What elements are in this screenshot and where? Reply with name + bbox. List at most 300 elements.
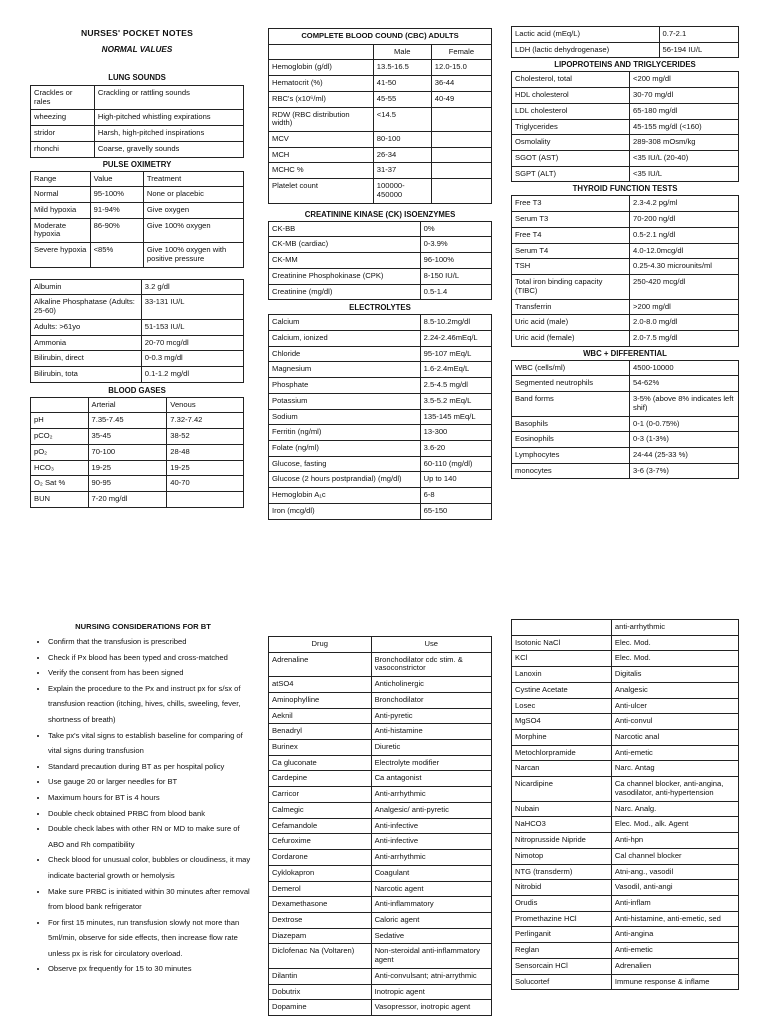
column-2-top <box>268 28 492 520</box>
row-label: Potassium <box>269 393 421 409</box>
row-label: Calcium <box>269 315 421 331</box>
table-row <box>269 330 492 346</box>
row-label: Cystine Acetate <box>512 682 612 698</box>
row-label: Isotonic NaCl <box>512 635 612 651</box>
table-row <box>269 362 492 378</box>
row-label: Carricor <box>269 787 372 803</box>
row-label: Free T4 <box>512 227 630 243</box>
table-row <box>31 86 244 110</box>
row-value: 38-52 <box>167 429 244 445</box>
row-value: Anti-pyretic <box>371 708 491 724</box>
row-label: Serum T3 <box>512 212 630 228</box>
row-label: Platelet count <box>269 179 374 203</box>
table-row <box>269 107 492 131</box>
table-row <box>31 126 244 142</box>
bt-list-item: • Explain the procedure to the Px and instruct px for s/sx of transfusion reaction (itching, hives, chills, sweeling, fever, shortness of breath) <box>48 681 256 728</box>
bt-list-item: • Make sure PRBC is initiated within 30 minutes after removal from blood bank refrigerator <box>48 884 256 915</box>
row-label: Glucose, fasting <box>269 456 421 472</box>
row-value: 8-150 IU/L <box>420 268 491 284</box>
row-value: Inotropic agent <box>371 984 491 1000</box>
row-value: None or placebic <box>143 187 243 203</box>
row-label: Orudis <box>512 895 612 911</box>
row-value <box>431 132 491 148</box>
row-value: Diuretic <box>371 740 491 756</box>
row-value: Elec. Mod., alk. Agent <box>611 817 738 833</box>
table-row <box>269 802 492 818</box>
row-label: rhonchi <box>31 141 95 157</box>
row-value: 7.35-7.45 <box>88 413 167 429</box>
row-value: Elec. Mod. <box>611 635 738 651</box>
row-value: Anti-arrhythmic <box>371 787 491 803</box>
drugs-table-2 <box>511 619 739 990</box>
row-label: Cyklokapron <box>269 865 372 881</box>
row-value: 80-100 <box>373 132 431 148</box>
table-row <box>512 119 739 135</box>
row-value: 3-5% (above 8% indicates left shif) <box>630 392 739 416</box>
row-label: Total iron binding capacity (TIBC) <box>512 275 630 299</box>
row-value: 0.5-2.1 ng/dl <box>630 227 739 243</box>
table-row <box>512 974 739 990</box>
table-row <box>512 714 739 730</box>
row-value: Narcotic agent <box>371 881 491 897</box>
column-3-top <box>511 26 739 479</box>
table-row <box>512 243 739 259</box>
row-label: wheezing <box>31 110 95 126</box>
row-value: 65-150 <box>420 503 491 519</box>
row-value: 24-44 (25-33 %) <box>630 447 739 463</box>
blood-gases-title: BLOOD GASES <box>108 385 166 395</box>
table-row <box>269 968 492 984</box>
row-label: Glucose (2 hours postprandial) (mg/dl) <box>269 472 421 488</box>
row-label: Aeknil <box>269 708 372 724</box>
lung-sounds-title: LUNG SOUNDS <box>108 73 166 82</box>
row-value: Give oxygen <box>143 203 243 219</box>
page-title: NURSES' POCKET NOTES <box>80 28 194 38</box>
row-value: High-pitched whistling expirations <box>94 110 243 126</box>
row-label: Cholesterol, total <box>512 72 630 88</box>
row-value: Harsh, high-pitched inspirations <box>94 126 243 142</box>
table-row <box>269 147 492 163</box>
row-value: 0.1-1.2 mg/dl <box>141 366 243 382</box>
table-row <box>269 834 492 850</box>
table-row <box>31 491 244 507</box>
row-value: 95-100% <box>90 187 143 203</box>
column-header <box>269 44 374 60</box>
row-label: Hemoglobin A₁c <box>269 488 421 504</box>
row-value: 0-0.3 mg/dl <box>141 351 243 367</box>
row-value: 56-194 IU/L <box>659 42 738 58</box>
bt-list-item: • For first 15 minutes, run transfusion slowly not more than 5ml/min, observe for side effects, then increase flow rate unless px is risk for circulatory overload. <box>48 915 256 962</box>
row-value: 19-25 <box>167 460 244 476</box>
bt-list-item: • Double check labes with other RN or MD to make sure of ABO and Rh compatibility <box>48 821 256 852</box>
row-label: MgSO4 <box>512 714 612 730</box>
row-value: Anti-convulsant; atni-arrythmic <box>371 968 491 984</box>
row-label: Cordarone <box>269 850 372 866</box>
row-label: CK-MM <box>269 253 421 269</box>
row-value: Sedative <box>371 928 491 944</box>
table-row <box>512 895 739 911</box>
row-value: 19-25 <box>88 460 167 476</box>
table-row <box>512 315 739 331</box>
table-row <box>269 677 492 693</box>
row-value: 65-180 mg/dl <box>630 103 739 119</box>
row-label: NTG (transderm) <box>512 864 612 880</box>
row-label: Aminophylline <box>269 692 372 708</box>
table-row <box>269 91 492 107</box>
table-row <box>512 212 739 228</box>
table-row <box>269 724 492 740</box>
table-row <box>31 279 244 295</box>
row-label: Mild hypoxia <box>31 203 91 219</box>
table-row <box>269 60 492 76</box>
row-value: Cal channel blocker <box>611 848 738 864</box>
table-row <box>512 166 739 182</box>
blood-gases-table <box>30 397 244 508</box>
row-value: Give 100% oxygen with positive pressure <box>143 243 243 267</box>
table-row <box>512 667 739 683</box>
table-row <box>512 360 739 376</box>
row-value: Coagulant <box>371 865 491 881</box>
row-value: Crackling or rattling sounds <box>94 86 243 110</box>
row-value: Up to 140 <box>420 472 491 488</box>
table-row <box>512 848 739 864</box>
row-value: Bronchodilator <box>371 692 491 708</box>
row-label: Cefuroxime <box>269 834 372 850</box>
row-value: 0.5-1.4 <box>420 284 491 300</box>
row-value: 0.25-4.30 microunits/ml <box>630 259 739 275</box>
row-value: Anti-emetic <box>611 745 738 761</box>
row-value: 13-300 <box>420 425 491 441</box>
table-row <box>512 801 739 817</box>
row-label: Dexamethasone <box>269 897 372 913</box>
row-label: Sodium <box>269 409 421 425</box>
row-value: <85% <box>90 243 143 267</box>
row-label: Segmented neutrophils <box>512 376 630 392</box>
table-header-row <box>269 44 492 60</box>
table-row <box>512 330 739 346</box>
table-row <box>512 911 739 927</box>
table-row <box>269 708 492 724</box>
row-label: MCV <box>269 132 374 148</box>
row-value: 2.3-4.2 pg/ml <box>630 196 739 212</box>
row-label: MCH <box>269 147 374 163</box>
table-row <box>269 787 492 803</box>
table-header-row <box>31 171 244 187</box>
row-value <box>431 107 491 131</box>
row-value: 6-8 <box>420 488 491 504</box>
bt-list-item: • Standard precaution during BT as per hospital policy <box>48 759 256 775</box>
row-value: 0-1 (0-0.75%) <box>630 416 739 432</box>
row-label: atSO4 <box>269 677 372 693</box>
row-label: HDL cholesterol <box>512 88 630 104</box>
ck-title: CREATININE KINASE (CK) ISOENZYMES <box>304 209 456 219</box>
pulse-oximetry-table <box>30 171 244 268</box>
bt-title: NURSING CONSIDERATIONS FOR BT <box>75 622 211 631</box>
row-value: Anti-angina <box>611 927 738 943</box>
row-value: 4500-10000 <box>630 360 739 376</box>
table-row <box>512 833 739 849</box>
column-header: Venous <box>167 397 244 413</box>
row-value: Anti-infective <box>371 834 491 850</box>
table-row <box>512 432 739 448</box>
row-value: Narcotic anal <box>611 730 738 746</box>
column-header: Arterial <box>88 397 167 413</box>
row-value: 100000-450000 <box>373 179 431 203</box>
table-row <box>269 652 492 676</box>
row-label: Dobutrix <box>269 984 372 1000</box>
row-label: Lactic acid (mEq/L) <box>512 27 660 43</box>
table-row <box>269 755 492 771</box>
table-row <box>269 268 492 284</box>
row-label: Burinex <box>269 740 372 756</box>
bt-list-item: • Use gauge 20 or larger needles for BT <box>48 774 256 790</box>
table-row <box>512 682 739 698</box>
table-row <box>512 299 739 315</box>
bt-section <box>30 622 256 977</box>
row-value: Elec. Mod. <box>611 651 738 667</box>
table-row <box>31 295 244 319</box>
row-value: 30-70 mg/dl <box>630 88 739 104</box>
row-value: 40-49 <box>431 91 491 107</box>
row-value: Give 100% oxygen <box>143 218 243 242</box>
row-label: LDH (lactic dehydrogenase) <box>512 42 660 58</box>
table-row <box>512 651 739 667</box>
row-value: 135-145 mEq/L <box>420 409 491 425</box>
electrolytes-title: ELECTROLYTES <box>349 303 411 313</box>
row-label: pH <box>31 413 89 429</box>
row-value: 33-131 IU/L <box>141 295 243 319</box>
row-value: 40-70 <box>167 476 244 492</box>
table-row <box>269 850 492 866</box>
table-row <box>512 880 739 896</box>
row-label: Nitroprusside Nipride <box>512 833 612 849</box>
lung-sounds-table <box>30 85 244 158</box>
row-label: TSH <box>512 259 630 275</box>
table-row <box>269 472 492 488</box>
row-label: Dilantin <box>269 968 372 984</box>
row-value: 2.0-8.0 mg/dl <box>630 315 739 331</box>
table-row <box>269 456 492 472</box>
row-label: HCO₃ <box>31 460 89 476</box>
table-row <box>269 425 492 441</box>
row-label: Dopamine <box>269 1000 372 1016</box>
row-value: Anti-hpn <box>611 833 738 849</box>
row-value: 12.0-15.0 <box>431 60 491 76</box>
table-row <box>269 865 492 881</box>
table-row <box>512 447 739 463</box>
row-value: Anticholinergic <box>371 677 491 693</box>
table-row <box>512 635 739 651</box>
row-value: anti-arrhythmic <box>611 620 738 636</box>
row-value: Anti-emetic <box>611 943 738 959</box>
row-label: Eosinophils <box>512 432 630 448</box>
row-value <box>431 147 491 163</box>
table-row <box>31 429 244 445</box>
row-label: Benadryl <box>269 724 372 740</box>
row-label: Albumin <box>31 279 142 295</box>
row-value: 13.5-16.5 <box>373 60 431 76</box>
row-label: Solucortef <box>512 974 612 990</box>
row-value: 35-45 <box>88 429 167 445</box>
row-value: Anti-inflam <box>611 895 738 911</box>
column-header: Use <box>371 637 491 653</box>
table-row <box>269 179 492 203</box>
column-header: Value <box>90 171 143 187</box>
column-1-top <box>30 28 244 508</box>
row-value: Anti-ulcer <box>611 698 738 714</box>
table-row <box>269 897 492 913</box>
row-value: 7-20 mg/dl <box>88 491 167 507</box>
drugs-table-2-wrap <box>511 619 739 990</box>
column-header: Male <box>373 44 431 60</box>
table-row <box>31 141 244 157</box>
row-label: Magnesium <box>269 362 421 378</box>
row-label: Phosphate <box>269 378 421 394</box>
row-value: 0.7-2.1 <box>659 27 738 43</box>
table-row <box>512 927 739 943</box>
row-label: Cardepine <box>269 771 372 787</box>
table-row <box>269 284 492 300</box>
table-row <box>512 943 739 959</box>
row-value: 86-90% <box>90 218 143 242</box>
bt-list-item: • Check blood for unusual color, bubbles or cloudiness, it may indicate bacterial growth or hemolysis <box>48 852 256 883</box>
table-row <box>512 227 739 243</box>
table-row <box>269 237 492 253</box>
table-row <box>512 777 739 801</box>
row-label: Triglycerides <box>512 119 630 135</box>
row-label: Nitrobid <box>512 880 612 896</box>
column-header: Drug <box>269 637 372 653</box>
table-row <box>512 416 739 432</box>
row-value: Digitalis <box>611 667 738 683</box>
table-row <box>269 1000 492 1016</box>
pulse-oximetry-title: PULSE OXIMETRY <box>102 159 172 169</box>
table-row <box>512 761 739 777</box>
row-value: 31-37 <box>373 163 431 179</box>
column-header: Treatment <box>143 171 243 187</box>
row-value: 96-100% <box>420 253 491 269</box>
row-value: Anti-arrhythmic <box>371 850 491 866</box>
row-value <box>431 179 491 203</box>
bt-list-item: • Observe px frequently for 15 to 30 minutes <box>48 961 256 977</box>
row-label: CK-MB (cardiac) <box>269 237 421 253</box>
row-value: 36-44 <box>431 76 491 92</box>
table-row <box>512 42 739 58</box>
row-value: 4.0-12.0mcg/dl <box>630 243 739 259</box>
table-row <box>31 218 244 242</box>
row-label: Losec <box>512 698 612 714</box>
table-row <box>269 984 492 1000</box>
row-value: 0-3 (1-3%) <box>630 432 739 448</box>
row-label: Nimotop <box>512 848 612 864</box>
table-title: COMPLETE BLOOD COUND (CBC) ADULTS <box>269 29 492 45</box>
table-row <box>31 203 244 219</box>
table-row <box>31 476 244 492</box>
row-value: Caloric agent <box>371 912 491 928</box>
table-row <box>31 335 244 351</box>
thyroid-title: THYROID FUNCTION TESTS <box>572 184 678 194</box>
lipids-title: LIPOPROTEINS AND TRIGLYCERIDES <box>554 60 696 70</box>
row-label: Serum T4 <box>512 243 630 259</box>
cbc-table <box>268 28 492 204</box>
table-row <box>512 72 739 88</box>
row-value: 45-155 mg/dl (<160) <box>630 119 739 135</box>
row-value: 95-107 mEq/L <box>420 346 491 362</box>
table-row <box>269 818 492 834</box>
liver-values-table <box>30 279 244 383</box>
row-label: Uric acid (female) <box>512 330 630 346</box>
table-row <box>512 196 739 212</box>
row-label: SGPT (ALT) <box>512 166 630 182</box>
row-label: RDW (RBC distribution width) <box>269 107 374 131</box>
row-label: Promethazine HCl <box>512 911 612 927</box>
table-row <box>512 745 739 761</box>
row-label: Hemoglobin (g/dl) <box>269 60 374 76</box>
row-value: 54-62% <box>630 376 739 392</box>
row-label: Dextrose <box>269 912 372 928</box>
row-value: <14.5 <box>373 107 431 131</box>
bt-list <box>30 634 256 977</box>
bt-list-item: • Verify the consent from has been signed <box>48 665 256 681</box>
row-label: pCO₂ <box>31 429 89 445</box>
row-value: 28-48 <box>167 444 244 460</box>
row-value: 3.2 g/dl <box>141 279 243 295</box>
row-label: Ferritin (ng/ml) <box>269 425 421 441</box>
table-row <box>269 221 492 237</box>
row-value: Anti-infective <box>371 818 491 834</box>
drugs-table-1 <box>268 636 492 1016</box>
row-value: 2.0-7.5 mg/dl <box>630 330 739 346</box>
row-value: Anti-inflammatory <box>371 897 491 913</box>
table-row <box>269 881 492 897</box>
table-row <box>512 698 739 714</box>
row-value: 289-308 mOsm/kg <box>630 135 739 151</box>
table-row <box>31 460 244 476</box>
table-row <box>269 440 492 456</box>
row-value: Vasopressor, inotropic agent <box>371 1000 491 1016</box>
table-row <box>512 730 739 746</box>
row-value: 7.32-7.42 <box>167 413 244 429</box>
table-row <box>269 503 492 519</box>
row-label: Crackles or rales <box>31 86 95 110</box>
row-value: 41-50 <box>373 76 431 92</box>
row-value: Non-steroidal anti-inflammatory agent <box>371 944 491 968</box>
row-value: Vasodil, anti-angi <box>611 880 738 896</box>
table-row <box>512 376 739 392</box>
row-value: Atni-ang., vasodil <box>611 864 738 880</box>
row-value: 90-95 <box>88 476 167 492</box>
table-row <box>31 413 244 429</box>
row-label: Narcan <box>512 761 612 777</box>
table-row <box>512 864 739 880</box>
drugs-table-1-wrap <box>268 636 492 1016</box>
row-value: 2.5-4.5 mg/dl <box>420 378 491 394</box>
row-value: Ca channel blocker, anti-angina, vasodilator, anti-hypertension <box>611 777 738 801</box>
row-label <box>512 620 612 636</box>
row-value: 3.5-5.2 mEq/L <box>420 393 491 409</box>
table-row <box>31 444 244 460</box>
table-row <box>269 944 492 968</box>
row-value: 51-153 IU/L <box>141 319 243 335</box>
row-value: 45-55 <box>373 91 431 107</box>
row-label: Sensorcain HCl <box>512 958 612 974</box>
row-label: Perlinganit <box>512 927 612 943</box>
row-label: Calmegic <box>269 802 372 818</box>
row-label: Folate (ng/ml) <box>269 440 421 456</box>
row-value: 91-94% <box>90 203 143 219</box>
column-header: Range <box>31 171 91 187</box>
row-label: BUN <box>31 491 89 507</box>
